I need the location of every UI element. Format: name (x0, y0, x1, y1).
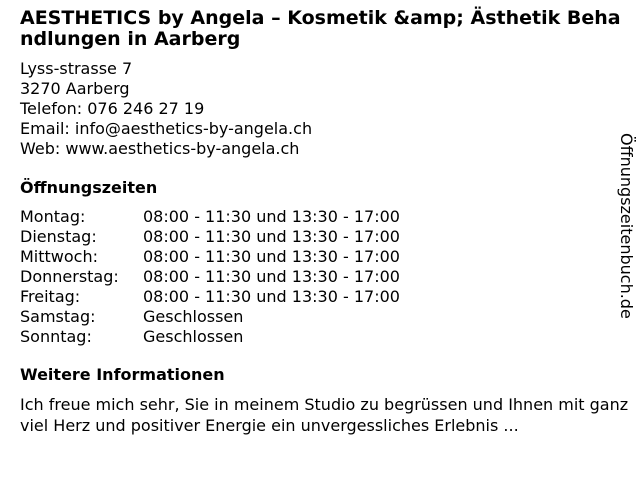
business-card (20, 8, 632, 436)
hours-row-sunday (20, 327, 632, 347)
hours-row-thursday (20, 267, 632, 287)
hours-day: Sonntag: (20, 327, 92, 346)
hours-time: 08:00 - 11:30 und 13:30 - 17:00 (143, 287, 400, 306)
hours-day: Montag: (20, 207, 86, 226)
hours-time: 08:00 - 11:30 und 13:30 - 17:00 (143, 247, 400, 266)
hours-row-monday (20, 207, 632, 227)
hours-row-saturday (20, 307, 632, 327)
address-street: Lyss-strasse 7 (20, 59, 133, 78)
hours-row-wednesday (20, 247, 632, 267)
address-city: 3270 Aarberg (20, 79, 130, 98)
more-info-heading: Weitere Informationen (20, 365, 225, 384)
hours-time: Geschlossen (143, 307, 244, 326)
hours-day: Freitag: (20, 287, 81, 306)
site-watermark: Öffnungszeitenbuch.de (617, 133, 636, 319)
hours-time: 08:00 - 11:30 und 13:30 - 17:00 (143, 207, 400, 226)
opening-hours-heading: Öffnungszeiten (20, 178, 158, 197)
hours-day: Mittwoch: (20, 247, 98, 266)
business-title: AESTHETICS by Angela – Kosmetik &amp; Ästhetik Behandlungen in Aarberg (20, 7, 621, 50)
hours-day: Samstag: (20, 307, 96, 326)
hours-day: Donnerstag: (20, 267, 119, 286)
hours-day: Dienstag: (20, 227, 97, 246)
opening-hours-table (20, 207, 632, 347)
contact-block (20, 59, 632, 159)
hours-time: Geschlossen (143, 327, 244, 346)
hours-time: 08:00 - 11:30 und 13:30 - 17:00 (143, 267, 400, 286)
hours-row-friday (20, 287, 632, 307)
hours-row-tuesday (20, 227, 632, 247)
email-line: Email: info@aesthetics-by-angela.ch (20, 119, 313, 138)
web-line: Web: www.aesthetics-by-angela.ch (20, 139, 300, 158)
hours-time: 08:00 - 11:30 und 13:30 - 17:00 (143, 227, 400, 246)
phone-line: Telefon: 076 246 27 19 (20, 99, 205, 118)
more-info-text: Ich freue mich sehr, Sie in meinem Studio zu begrüssen und Ihnen mit ganz viel Herz und positiver Energie ein unvergessliches Erlebnis ... (20, 395, 629, 435)
